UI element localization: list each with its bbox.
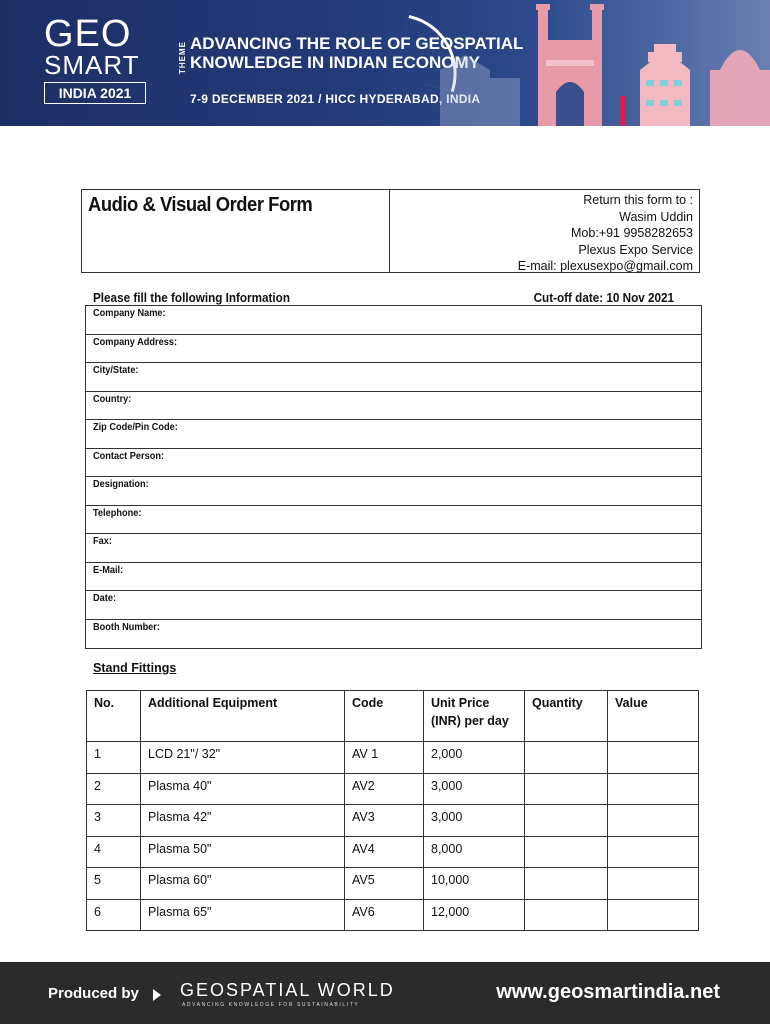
row-unit-price: 3,000 <box>424 773 525 805</box>
city-state-field[interactable] <box>86 363 701 392</box>
row-equipment: LCD 21"/ 32" <box>141 742 345 774</box>
row-quantity-cell[interactable] <box>525 868 608 900</box>
produced-by-label: Produced by <box>48 985 139 1002</box>
return-line: Return this form to : <box>583 193 693 207</box>
row-quantity-cell[interactable] <box>525 742 608 774</box>
play-arrow-icon <box>153 989 161 1001</box>
field-label: Booth Number: <box>93 621 160 633</box>
row-equipment: Plasma 42" <box>141 805 345 837</box>
fax-field[interactable] <box>86 534 701 563</box>
contact-person-field[interactable] <box>86 449 701 478</box>
stand-fittings-title: Stand Fittings <box>93 661 177 675</box>
header-no: No. <box>87 691 141 742</box>
row-value-cell[interactable] <box>608 805 699 837</box>
row-equipment: Plasma 40" <box>141 773 345 805</box>
row-unit-price: 3,000 <box>424 805 525 837</box>
row-unit-price: 8,000 <box>424 836 525 868</box>
table-row <box>87 773 699 805</box>
header-equipment: Additional Equipment <box>141 691 345 742</box>
row-value-cell[interactable] <box>608 836 699 868</box>
header-quantity: Quantity <box>525 691 608 742</box>
row-equipment: Plasma 50" <box>141 836 345 868</box>
row-quantity-cell[interactable] <box>525 773 608 805</box>
row-unit-price: 2,000 <box>424 742 525 774</box>
form-title: Audio & Visual Order Form <box>88 194 313 216</box>
theme-line-2: KNOWLEDGE IN INDIAN ECONOMY <box>190 53 480 72</box>
zip-code-field[interactable] <box>86 420 701 449</box>
email-field[interactable] <box>86 563 701 592</box>
booth-number-field[interactable] <box>86 620 701 649</box>
contact-email: E-mail: plexusexpo@gmail.com <box>517 259 693 273</box>
header-value: Value <box>608 691 699 742</box>
table-row <box>87 868 699 900</box>
field-label: City/State: <box>93 365 139 376</box>
designation-field[interactable] <box>86 477 701 506</box>
table-row <box>87 742 699 774</box>
date-field[interactable] <box>86 591 701 620</box>
row-unit-price: 10,000 <box>424 868 525 900</box>
field-label: Country: <box>93 393 132 405</box>
company-address-field[interactable] <box>86 335 701 364</box>
table-row <box>87 836 699 868</box>
company-info-table <box>85 305 702 649</box>
theme-label: THEME <box>178 41 187 74</box>
contact-company: Plexus Expo Service <box>578 242 693 257</box>
geosmart-logo <box>44 13 154 108</box>
form-header-box <box>81 189 700 273</box>
logo-india-badge: INDIA 2021 <box>44 82 146 104</box>
row-no: 4 <box>87 836 141 868</box>
field-label: Designation: <box>93 479 149 490</box>
equipment-table <box>86 690 699 931</box>
row-code: AV 1 <box>345 742 424 774</box>
row-value-cell[interactable] <box>608 899 699 931</box>
row-code: AV3 <box>345 805 424 837</box>
header-banner <box>0 0 770 126</box>
geospatial-world-logo: GEOSPATIAL WORLD <box>180 980 395 1000</box>
table-header-row <box>87 691 699 742</box>
company-name-field[interactable] <box>86 306 701 335</box>
fill-info-label: Please fill the following Information <box>93 290 290 305</box>
theme-line-1: ADVANCING THE ROLE OF GEOSPATIAL <box>190 34 524 53</box>
table-row <box>87 805 699 837</box>
row-no: 2 <box>87 773 141 805</box>
event-date-venue: 7-9 DECEMBER 2021 / HICC HYDERABAD, INDIA <box>190 92 481 106</box>
field-label: Date: <box>93 593 117 604</box>
row-no: 5 <box>87 868 141 900</box>
skyline-illustration <box>440 0 770 126</box>
telephone-field[interactable] <box>86 506 701 535</box>
brand-tagline: ADVANCING KNOWLEDGE FOR SUSTAINABILITY <box>182 1002 360 1008</box>
row-equipment: Plasma 60" <box>141 868 345 900</box>
row-quantity-cell[interactable] <box>525 899 608 931</box>
row-unit-price: 12,000 <box>424 899 525 931</box>
footer-bar <box>0 962 770 1024</box>
field-label: E-Mail: <box>93 564 124 576</box>
row-value-cell[interactable] <box>608 742 699 774</box>
table-row <box>87 899 699 931</box>
row-no: 3 <box>87 805 141 837</box>
website-link[interactable]: www.geosmartindia.net <box>496 981 720 1003</box>
row-quantity-cell[interactable] <box>525 805 608 837</box>
field-label: Fax: <box>93 536 112 547</box>
row-value-cell[interactable] <box>608 868 699 900</box>
contact-name: Wasim Uddin <box>619 209 693 224</box>
field-label: Company Name: <box>93 308 166 319</box>
row-code: AV4 <box>345 836 424 868</box>
row-quantity-cell[interactable] <box>525 836 608 868</box>
field-label: Contact Person: <box>93 450 165 462</box>
row-no: 6 <box>87 899 141 931</box>
row-code: AV6 <box>345 899 424 931</box>
cutoff-date: Cut-off date: 10 Nov 2021 <box>533 290 674 305</box>
field-label: Telephone: <box>93 507 142 519</box>
row-value-cell[interactable] <box>608 773 699 805</box>
logo-smart-text: SMART <box>44 50 140 80</box>
return-contact-block <box>518 192 693 275</box>
row-code: AV2 <box>345 773 424 805</box>
header-code: Code <box>345 691 424 742</box>
header-divider <box>389 190 390 272</box>
country-field[interactable] <box>86 392 701 421</box>
header-unit-price: Unit Price (INR) per day <box>424 691 525 742</box>
contact-mobile: Mob:+91 9958282653 <box>571 226 693 240</box>
row-equipment: Plasma 65" <box>141 899 345 931</box>
row-code: AV5 <box>345 868 424 900</box>
field-label: Zip Code/Pin Code: <box>93 422 178 433</box>
row-no: 1 <box>87 742 141 774</box>
field-label: Company Address: <box>93 336 178 348</box>
logo-geo-text: GEO <box>44 13 132 55</box>
